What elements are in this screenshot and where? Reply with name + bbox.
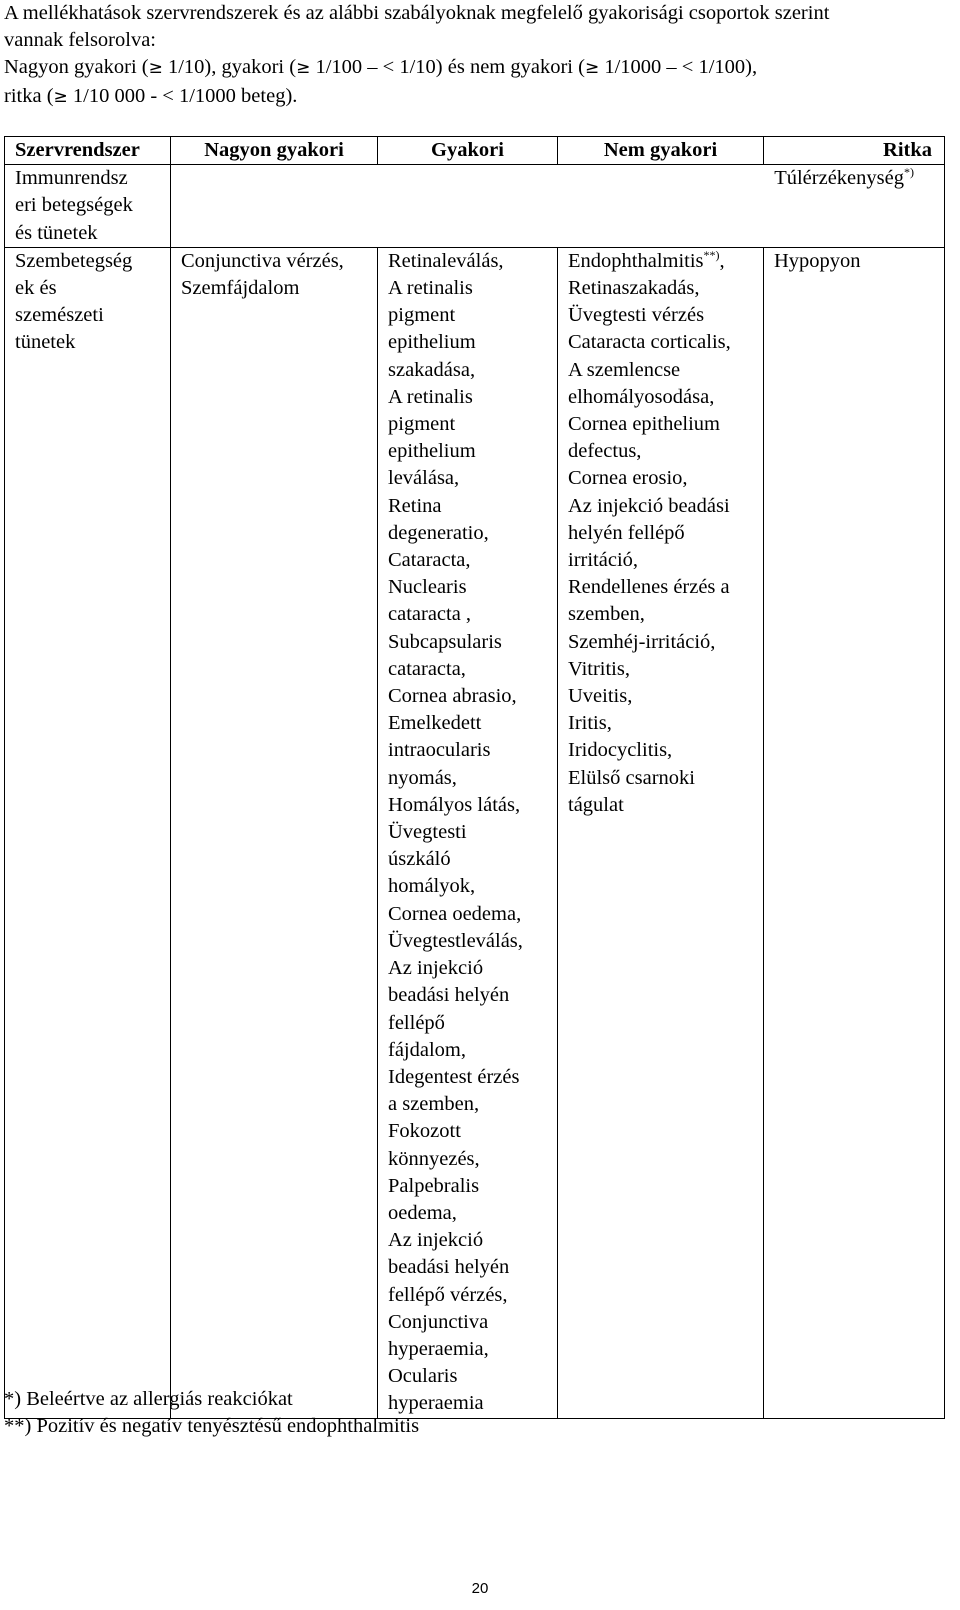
cell-line: Cornea abrasio, — [388, 685, 517, 708]
cell-line: cataracta , — [388, 603, 472, 626]
cell-line: homályok, — [388, 875, 476, 898]
cell-line: Az injekció — [388, 1229, 484, 1252]
cell-line: irritáció, — [568, 549, 639, 572]
cell-line: Szemhéj-irritáció, — [568, 630, 716, 653]
intro-line-4 — [4, 83, 944, 111]
cell-line: Retinaleválás, — [388, 249, 504, 272]
cell-line: tünetek — [15, 331, 76, 354]
cell-line: Szembetegség — [15, 249, 133, 272]
cell-line: defectus, — [568, 440, 642, 463]
footnote-ref: *) — [904, 165, 914, 180]
cell-line: degeneratio, — [388, 521, 489, 544]
cell-line: könnyezés, — [388, 1147, 480, 1170]
cell-line: Elülső csarnoki — [568, 766, 695, 789]
cell-line: pigment — [388, 304, 456, 327]
header-uncommon: Nem gyakori — [558, 137, 764, 165]
page-number: 20 — [471, 1580, 489, 1597]
comma: , — [719, 249, 725, 272]
geq-symbol: ≥ — [584, 58, 600, 79]
cell-line: és tünetek — [15, 221, 98, 244]
cell-line: Üvegtesti — [388, 821, 467, 844]
cell-line: A szemlencse — [568, 358, 681, 381]
cell-line: Subcapsularis — [388, 630, 502, 653]
system-cell-eye — [5, 247, 171, 1418]
cell-line: elhomályosodása, — [568, 385, 715, 408]
cell-line: epithelium — [388, 440, 476, 463]
cell-line: Palpebralis — [388, 1174, 480, 1197]
cell-line: Üvegtestleválás, — [388, 929, 523, 952]
cell-line: Idegentest érzés — [388, 1065, 520, 1088]
cell-line: Cornea epithelium — [568, 413, 720, 436]
cell-line: a szemben, — [388, 1093, 480, 1116]
cell-line: Üvegtesti vérzés — [568, 304, 705, 327]
intro-line-1: A mellékhatások szervrendszerek és az alábbi szabályoknak megfelelő gyakorisági csoportok szerint — [4, 2, 830, 24]
intro-text: 1/10 000 - < 1/1000 beteg). — [67, 84, 298, 107]
cell-line: szakadása, — [388, 358, 476, 381]
cell-line: beadási helyén — [388, 1256, 510, 1279]
table-row-eye — [5, 247, 945, 1418]
cell-line: hyperaemia, — [388, 1337, 489, 1360]
geq-symbol: ≥ — [53, 86, 68, 107]
cell-line: Retina — [388, 494, 442, 517]
footnote-ref: **) — [703, 247, 720, 262]
cell-line: beadási helyén — [388, 984, 510, 1007]
intro-text: 1/1000 – < 1/100), — [599, 56, 758, 79]
cell-line: Ocularis — [388, 1365, 458, 1388]
cell-line: Cornea erosio, — [568, 467, 688, 490]
cell-line: szemészeti — [15, 304, 104, 327]
header-very-common: Nagyon gyakori — [171, 137, 378, 165]
cell-line: szemben, — [568, 603, 645, 626]
footnotes — [4, 1386, 419, 1440]
cell-line: Cornea oedema, — [388, 902, 522, 925]
cell-line: fellépő — [388, 1011, 445, 1034]
cell-line: Conjunctiva vérzés, — [181, 249, 344, 272]
table-header-row — [5, 137, 945, 165]
cell-line: epithelium — [388, 331, 476, 354]
cell-line: Nuclearis — [388, 576, 467, 599]
cell-line: hyperaemia — [388, 1392, 484, 1415]
cell-line: Cataracta, — [388, 549, 471, 572]
cell-line — [568, 248, 763, 275]
cell-line: Cataracta corticalis, — [568, 331, 731, 354]
cell-line: ek és — [15, 277, 57, 300]
footnote-1: *) Beleértve az allergiás reakciókat — [4, 1388, 293, 1410]
intro-line-3 — [4, 54, 944, 82]
cell-line: eri betegségek — [15, 194, 133, 217]
cell-line: úszkáló — [388, 848, 451, 871]
header-system: Szervrendszer — [5, 137, 171, 165]
cell-line: Fokozott — [388, 1120, 461, 1143]
common-cell — [378, 247, 558, 1418]
cell-line: Immunrendsz — [15, 167, 128, 190]
cell-line: intraocularis — [388, 739, 491, 762]
header-rare: Ritka — [764, 137, 945, 165]
table-row-immune — [5, 165, 945, 248]
intro-text: Nagyon gyakori ( — [4, 56, 149, 79]
cell-line: Conjunctiva — [388, 1310, 489, 1333]
cell-line: pigment — [388, 413, 456, 436]
cell-line: A retinalis — [388, 385, 473, 408]
cell-line: tágulat — [568, 793, 624, 816]
endophthalmitis-text: Endophthalmitis — [568, 249, 704, 272]
cell-line: Rendellenes érzés a — [568, 576, 730, 599]
cell-line: nyomás, — [388, 766, 457, 789]
rare-cell: Hypopyon — [764, 247, 945, 1418]
intro-text: 1/10), gyakori ( — [162, 56, 297, 79]
intro-paragraph — [4, 0, 944, 111]
intro-text: ritka ( — [4, 84, 54, 107]
cell-line: Az injekció beadási — [568, 494, 730, 517]
geq-symbol: ≥ — [296, 58, 311, 79]
cell-line: fájdalom, — [388, 1038, 466, 1061]
cell-line: Szemfájdalom — [181, 277, 300, 300]
very-common-cell — [171, 247, 378, 1418]
uncommon-cell — [558, 247, 764, 1418]
footnote-2: **) Pozitív és negatív tenyésztésű endophthalmitis — [4, 1415, 420, 1438]
header-common: Gyakori — [378, 137, 558, 165]
cell-line: Az injekció — [388, 957, 484, 980]
intro-line-2: vannak felsorolva: — [4, 29, 156, 52]
intro-text: 1/100 – < 1/10) és nem gyakori ( — [310, 56, 585, 79]
hypersensitivity-cell — [171, 165, 945, 248]
cell-line: oedema, — [388, 1201, 457, 1224]
cell-line: Homályos látás, — [388, 793, 521, 816]
cell-line: Iritis, — [568, 712, 612, 735]
hypersensitivity-text: Túlérzékenység — [774, 167, 904, 190]
cell-line: Iridocyclitis, — [568, 739, 673, 762]
cell-line: Vitritis, — [568, 657, 630, 680]
cell-line: fellépő vérzés, — [388, 1283, 508, 1306]
cell-line: leválása, — [388, 467, 460, 490]
cell-line: A retinalis — [388, 277, 473, 300]
geq-symbol: ≥ — [148, 58, 163, 79]
cell-line: Emelkedett — [388, 712, 482, 735]
cell-line: Retinaszakadás, — [568, 277, 700, 300]
cell-line: cataracta, — [388, 657, 466, 680]
cell-line: helyén fellépő — [568, 521, 685, 544]
system-cell-immune — [5, 165, 171, 248]
adverse-effects-table — [4, 136, 945, 1419]
cell-line: Uveitis, — [568, 685, 633, 708]
